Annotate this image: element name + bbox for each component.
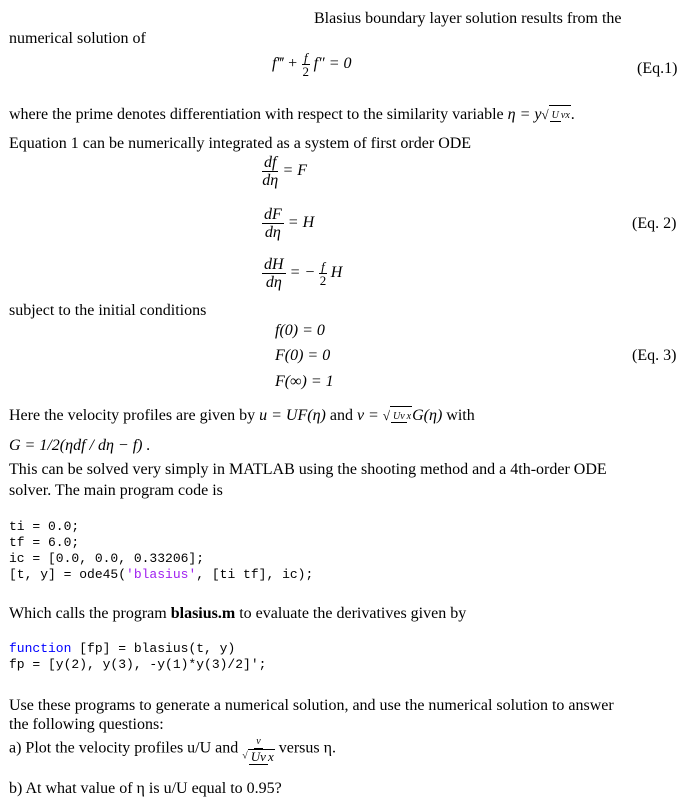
eq1-label: (Eq.1): [637, 60, 678, 77]
code-line-3: ic = [0.0, 0.0, 0.33206];: [9, 551, 205, 566]
code2-line-1-rest: [fp] = blasius(t, y): [71, 641, 236, 656]
qa-fraction: [242, 735, 274, 763]
velocity-text: Here the velocity profiles are given by u = UF(η) and v = √ Uν xG(η) with: [9, 406, 475, 426]
eq3-label: (Eq. 3): [632, 347, 677, 364]
ic-line-2: F(0) = 0: [275, 347, 331, 364]
ic-line-3: F(∞) = 1: [275, 373, 334, 390]
r1-num: df: [264, 154, 277, 171]
prime-text: where the prime denotes differentiation with respect to the similarity variable η = y√ U νx.: [9, 105, 575, 125]
g-expression: G(η): [412, 407, 443, 424]
r3-fnum: f: [321, 259, 325, 274]
use-text-1: Use these programs to generate a numerical solution, and use the numerical solution to answer: [9, 697, 614, 714]
r2-num: dF: [264, 206, 282, 223]
ic-line-1: f(0) = 0: [275, 322, 325, 339]
velocity-prefix: Here the velocity profiles are given by: [9, 407, 256, 424]
eq1-frac-num: f: [303, 50, 308, 65]
eta-equation: η = y: [507, 106, 542, 123]
eta-frac-num: U: [551, 110, 559, 122]
calls-text: [9, 604, 466, 623]
qa-den: √ Uν x: [242, 749, 274, 764]
title-line-2: numerical solution of: [9, 30, 146, 47]
ode-text: Equation 1 can be numerically integrated as a system of first order ODE: [9, 135, 472, 152]
velocity-and: and: [329, 407, 353, 424]
v-expression: v =: [356, 407, 379, 424]
qa-den-den: x: [267, 749, 274, 764]
eq1-fraction: [302, 51, 310, 78]
velocity-sqrt-fraction: [390, 406, 412, 426]
code-line-2: tf = 6.0;: [9, 535, 80, 550]
prime-text-body: where the prime denotes differentiation with respect to the similarity variable: [9, 106, 504, 123]
r3-frac: [262, 256, 286, 291]
qa-den-sqrt: [248, 749, 275, 763]
question-b: b) At what value of η is u/U equal to 0.95?: [9, 780, 282, 797]
eq1-left: f‴ +: [272, 55, 298, 73]
u-expression: u = UF(η): [259, 407, 326, 424]
system-row-2: [262, 206, 314, 241]
code-line-4: [9, 567, 313, 583]
matlab-text-1: This can be solved very simply in MATLAB using the shooting method and a 4th-order ODE: [9, 461, 607, 478]
eq1-right: f″ = 0: [313, 55, 352, 73]
velocity-with: with: [446, 407, 475, 424]
calls-c: to evaluate the derivatives given by: [239, 605, 467, 622]
matlab-text-2: solver. The main program code is: [9, 482, 223, 499]
subject-text: subject to the initial conditions: [9, 302, 207, 319]
question-a: [9, 735, 336, 763]
qa-den-num: Uν: [250, 749, 266, 764]
use-text-2: the following questions:: [9, 716, 164, 733]
r3-rhs: H: [330, 264, 343, 282]
qa-num: v: [256, 736, 261, 747]
velocity-sq-den: x: [406, 411, 412, 423]
code-line-4-b: , [ti tf], ic);: [196, 567, 314, 582]
system-row-1: [262, 154, 307, 189]
r1-rhs: = F: [282, 162, 308, 180]
r1-frac: [262, 154, 278, 189]
blasius-filename: blasius.m: [170, 605, 236, 622]
code-line-1: ti = 0.0;: [9, 519, 80, 534]
r2-rhs: = H: [287, 214, 315, 232]
qa-prefix: a) Plot the velocity profiles u/U and: [9, 739, 239, 757]
velocity-sq-num: Uν: [393, 411, 405, 423]
r3-den: dη: [265, 274, 282, 291]
function-keyword: function: [9, 641, 72, 656]
r3-fden: 2: [319, 273, 327, 288]
eta-frac-den: νx: [560, 110, 570, 122]
r3-num: dH: [264, 256, 284, 273]
r2-frac: [262, 206, 284, 241]
r3-mid: = −: [289, 264, 316, 282]
g-definition: G = 1/2(ηdf / dη − f) .: [9, 437, 151, 454]
eq1-frac-den: 2: [302, 64, 310, 79]
r1-den: dη: [262, 172, 279, 189]
r2-den: dη: [264, 224, 281, 241]
qa-suffix: versus η.: [278, 739, 336, 757]
code-line-4-a: [t, y] = ode45(: [9, 567, 127, 582]
title-line-1: Blasius boundary layer solution results from the: [314, 10, 622, 27]
code-line-4-string: 'blasius': [126, 567, 197, 582]
r3-small-frac: [319, 260, 327, 287]
system-row-3: [262, 256, 342, 291]
code2-line-2: fp = [y(2), y(3), -y(1)*y(3)/2]';: [9, 657, 267, 672]
eq2-label: (Eq. 2): [632, 215, 677, 232]
equation-1: [272, 51, 352, 78]
eta-fraction: [549, 105, 571, 125]
code2-line-1: [9, 641, 235, 657]
calls-a: Which calls the program: [9, 605, 167, 622]
